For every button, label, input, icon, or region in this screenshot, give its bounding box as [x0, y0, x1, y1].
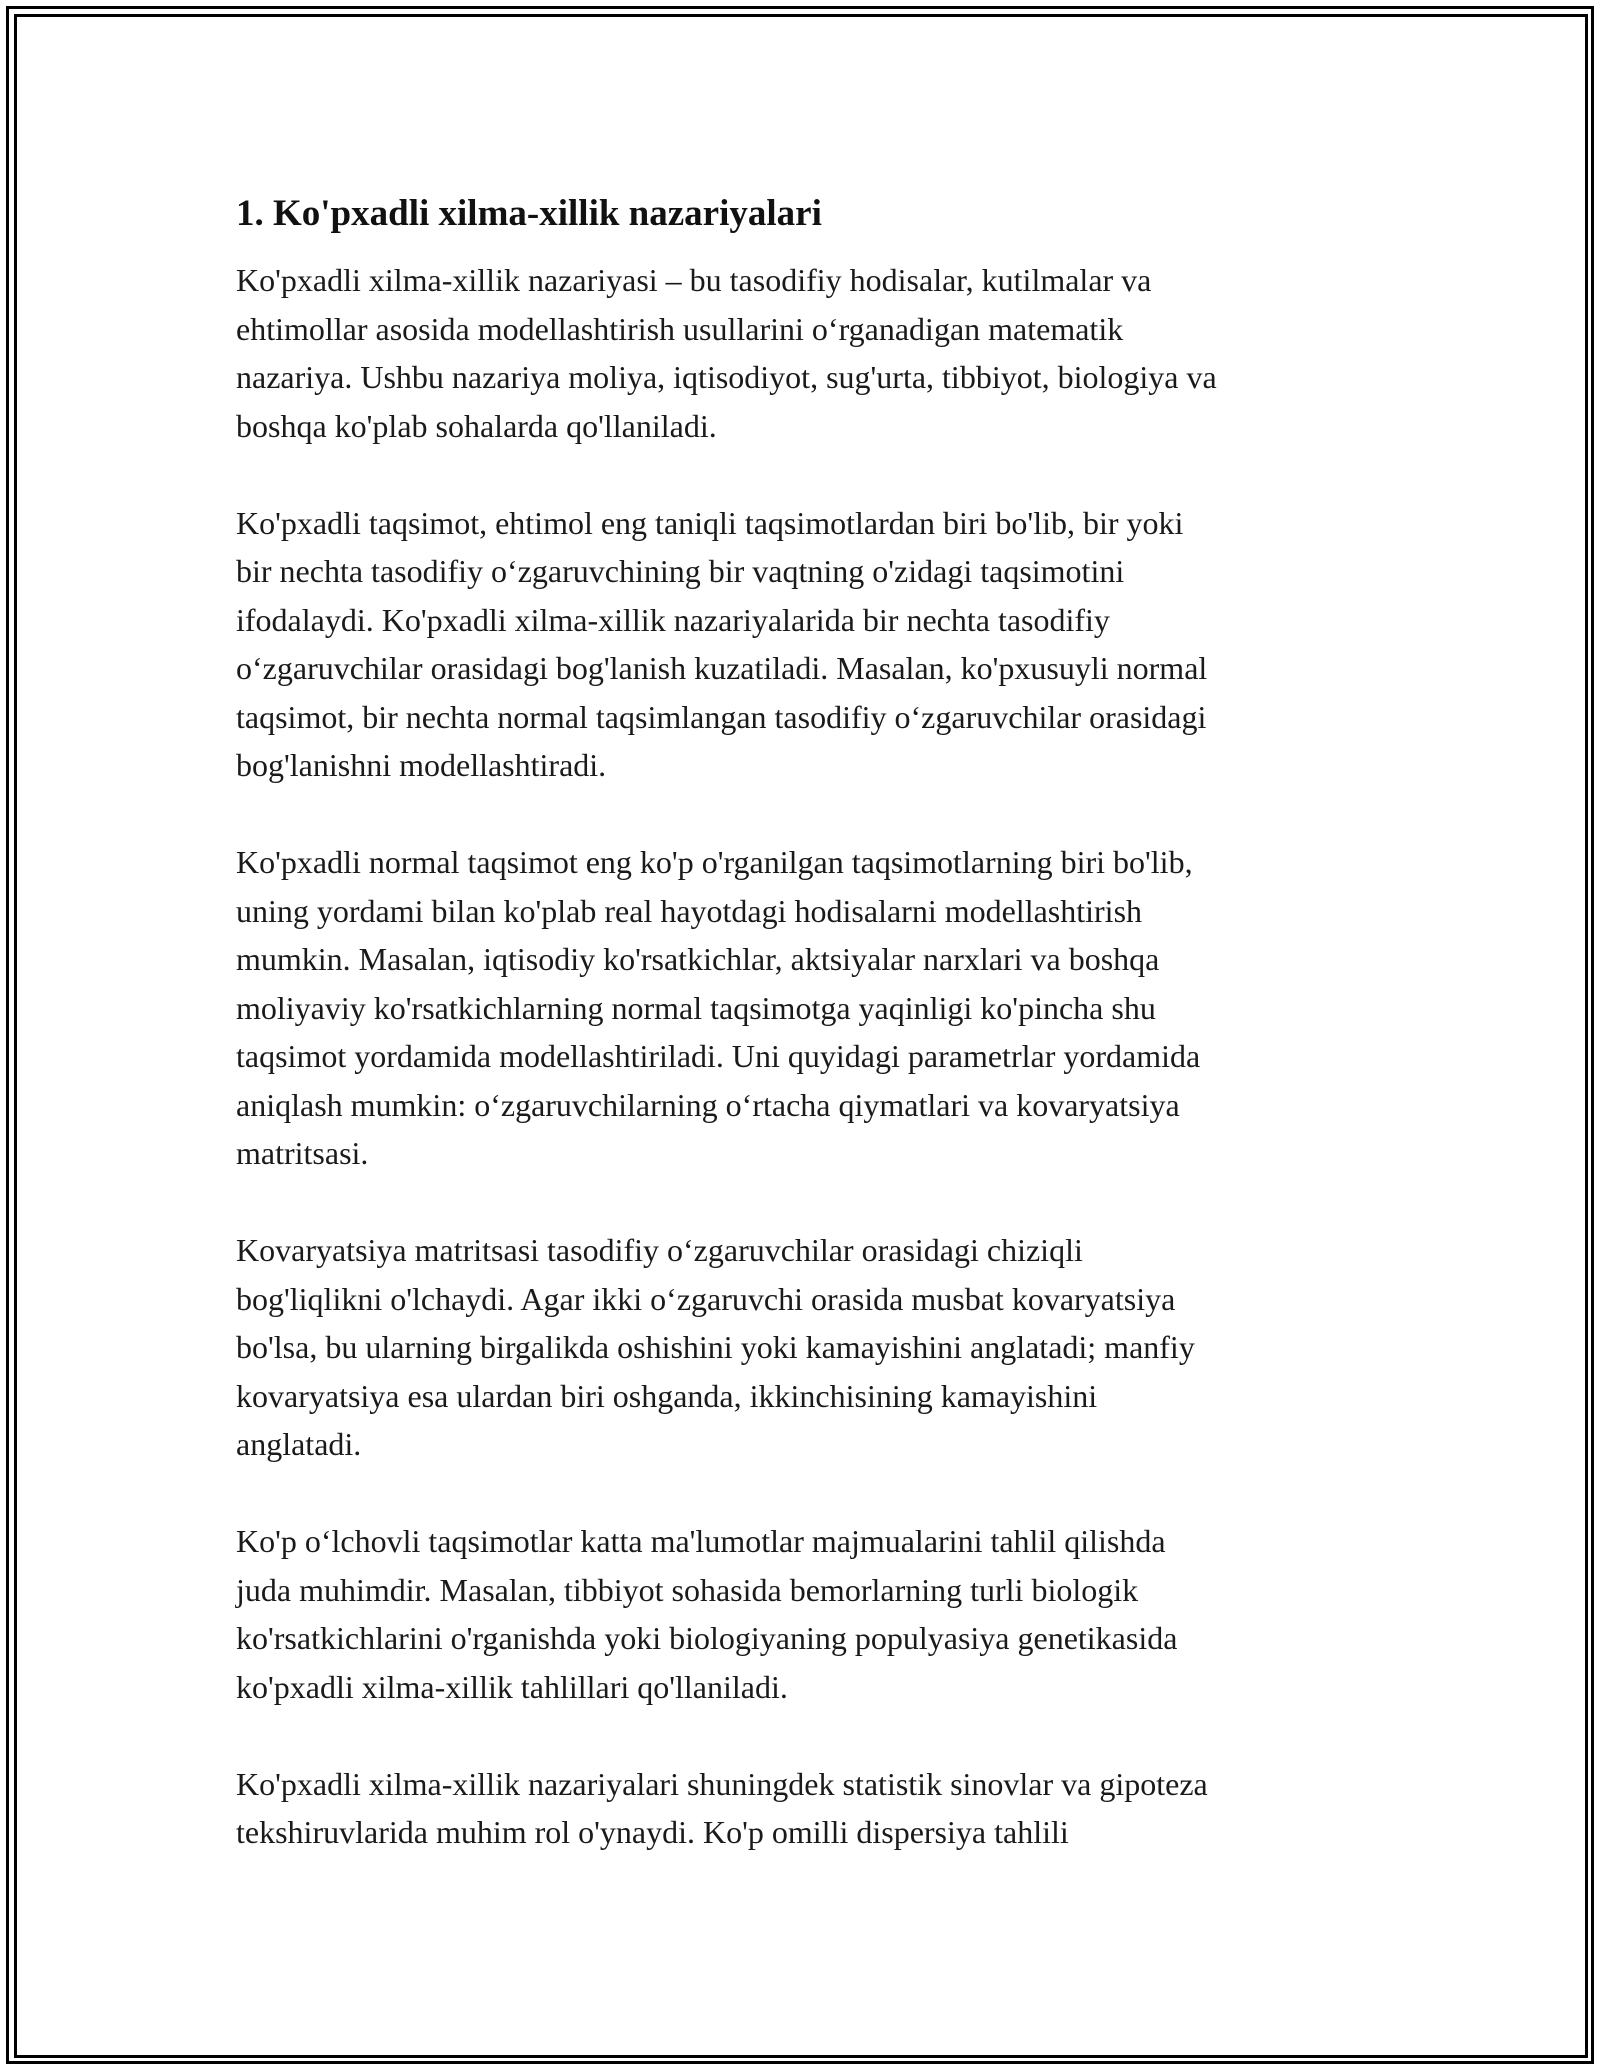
paragraph-line: Ko'pxadli xilma-xillik nazariyalari shuningdek statistik sinovlar va gipoteza — [236, 1765, 1208, 1802]
paragraph-line: Kovaryatsiya matritsasi tasodifiy o‘zgaruvchilar orasidagi chiziqli — [236, 1232, 1083, 1268]
paragraph-line: Ko'pxadli xilma-xillik nazariyasi – bu tasodifiy hodisalar, kutilmalar va — [236, 262, 1152, 298]
paragraph-line: nazariya. Ushbu nazariya moliya, iqtisodiyot, sug'urta, tibbiyot, biologiya va — [236, 359, 1217, 395]
paragraph-line: tekshiruvlarida muhim rol o'ynaydi. Ko'p omilli dispersiya tahlili — [236, 1814, 1069, 1850]
paragraph-line: taqsimot, bir nechta normal taqsimlangan tasodifiy o‘zgaruvchilar orasidagi — [236, 698, 1207, 735]
paragraph-line: bog'lanishni modellashtiradi. — [236, 747, 607, 783]
paragraph-line: uning yordami bilan ko'plab real hayotdagi hodisalarni modellashtirish — [236, 892, 1143, 929]
paragraph-line: moliyaviy ko'rsatkichlarning normal taqsimotga yaqinligi ko'pincha shu — [236, 989, 1156, 1026]
paragraph-line: o‘zgaruvchilar orasidagi bog'lanish kuzatiladi. Masalan, ko'pxusuyli normal — [236, 650, 1208, 686]
document-body — [236, 256, 1376, 1857]
paragraph — [236, 499, 1376, 790]
paragraph — [236, 256, 1376, 450]
paragraph-line: ko'rsatkichlarini o'rganishda yoki biologiyaning populyasiya genetikasida — [236, 1620, 1178, 1656]
section-heading: 1. Ko'pxadli xilma-xillik nazariyalari — [236, 193, 822, 234]
paragraph — [236, 1226, 1376, 1469]
paragraph-line: ifodalaydi. Ko'pxadli xilma-xillik nazariyalarida bir nechta tasodifiy — [236, 601, 1110, 638]
document-page — [236, 186, 1376, 1905]
paragraph-line: juda muhimdir. Masalan, tibbiyot sohasida bemorlarning turli biologik — [236, 1571, 1139, 1608]
paragraph-line: Ko'p o‘lchovli taqsimotlar katta ma'lumotlar majmualarini tahlil qilishda — [236, 1523, 1166, 1559]
paragraph-line: Ko'pxadli taqsimot, ehtimol eng taniqli taqsimotlardan biri bo'lib, bir yoki — [236, 504, 1184, 541]
paragraph-line: taqsimot yordamida modellashtiriladi. Uni quyidagi parametrlar yordamida — [236, 1038, 1201, 1074]
paragraph-line: ehtimollar asosida modellashtirish usullarini o‘rganadigan matematik — [236, 310, 1124, 347]
paragraph-line: anglatadi. — [236, 1426, 362, 1462]
paragraph-line: bo'lsa, bu ularning birgalikda oshishini yoki kamayishini anglatadi; manfiy — [236, 1329, 1195, 1365]
paragraph-line: aniqlash mumkin: o‘zgaruvchilarning o‘rtacha qiymatlari va kovaryatsiya — [236, 1086, 1180, 1123]
paragraph — [236, 1760, 1376, 1857]
paragraph-line: Ko'pxadli normal taqsimot eng ko'p o'rganilgan taqsimotlarning biri bo'lib, — [236, 844, 1193, 880]
paragraph-line: bog'liqlikni o'lchaydi. Agar ikki o‘zgaruvchi orasida musbat kovaryatsiya — [236, 1280, 1176, 1317]
paragraph-line: matritsasi. — [236, 1135, 369, 1171]
paragraph — [236, 838, 1376, 1178]
paragraph-line: bir nechta tasodifiy o‘zgaruvchining bir vaqtning o'zidagi taqsimotini — [236, 553, 1125, 589]
paragraph-line: kovaryatsiya esa ulardan biri oshganda, ikkinchisining kamayishini — [236, 1377, 1098, 1414]
paragraph-line: mumkin. Masalan, iqtisodiy ko'rsatkichlar, aktsiyalar narxlari va boshqa — [236, 941, 1160, 977]
paragraph-line: ko'pxadli xilma-xillik tahlillari qo'llaniladi. — [236, 1668, 788, 1705]
paragraph — [236, 1517, 1376, 1711]
paragraph-line: boshqa ko'plab sohalarda qo'llaniladi. — [236, 407, 717, 444]
